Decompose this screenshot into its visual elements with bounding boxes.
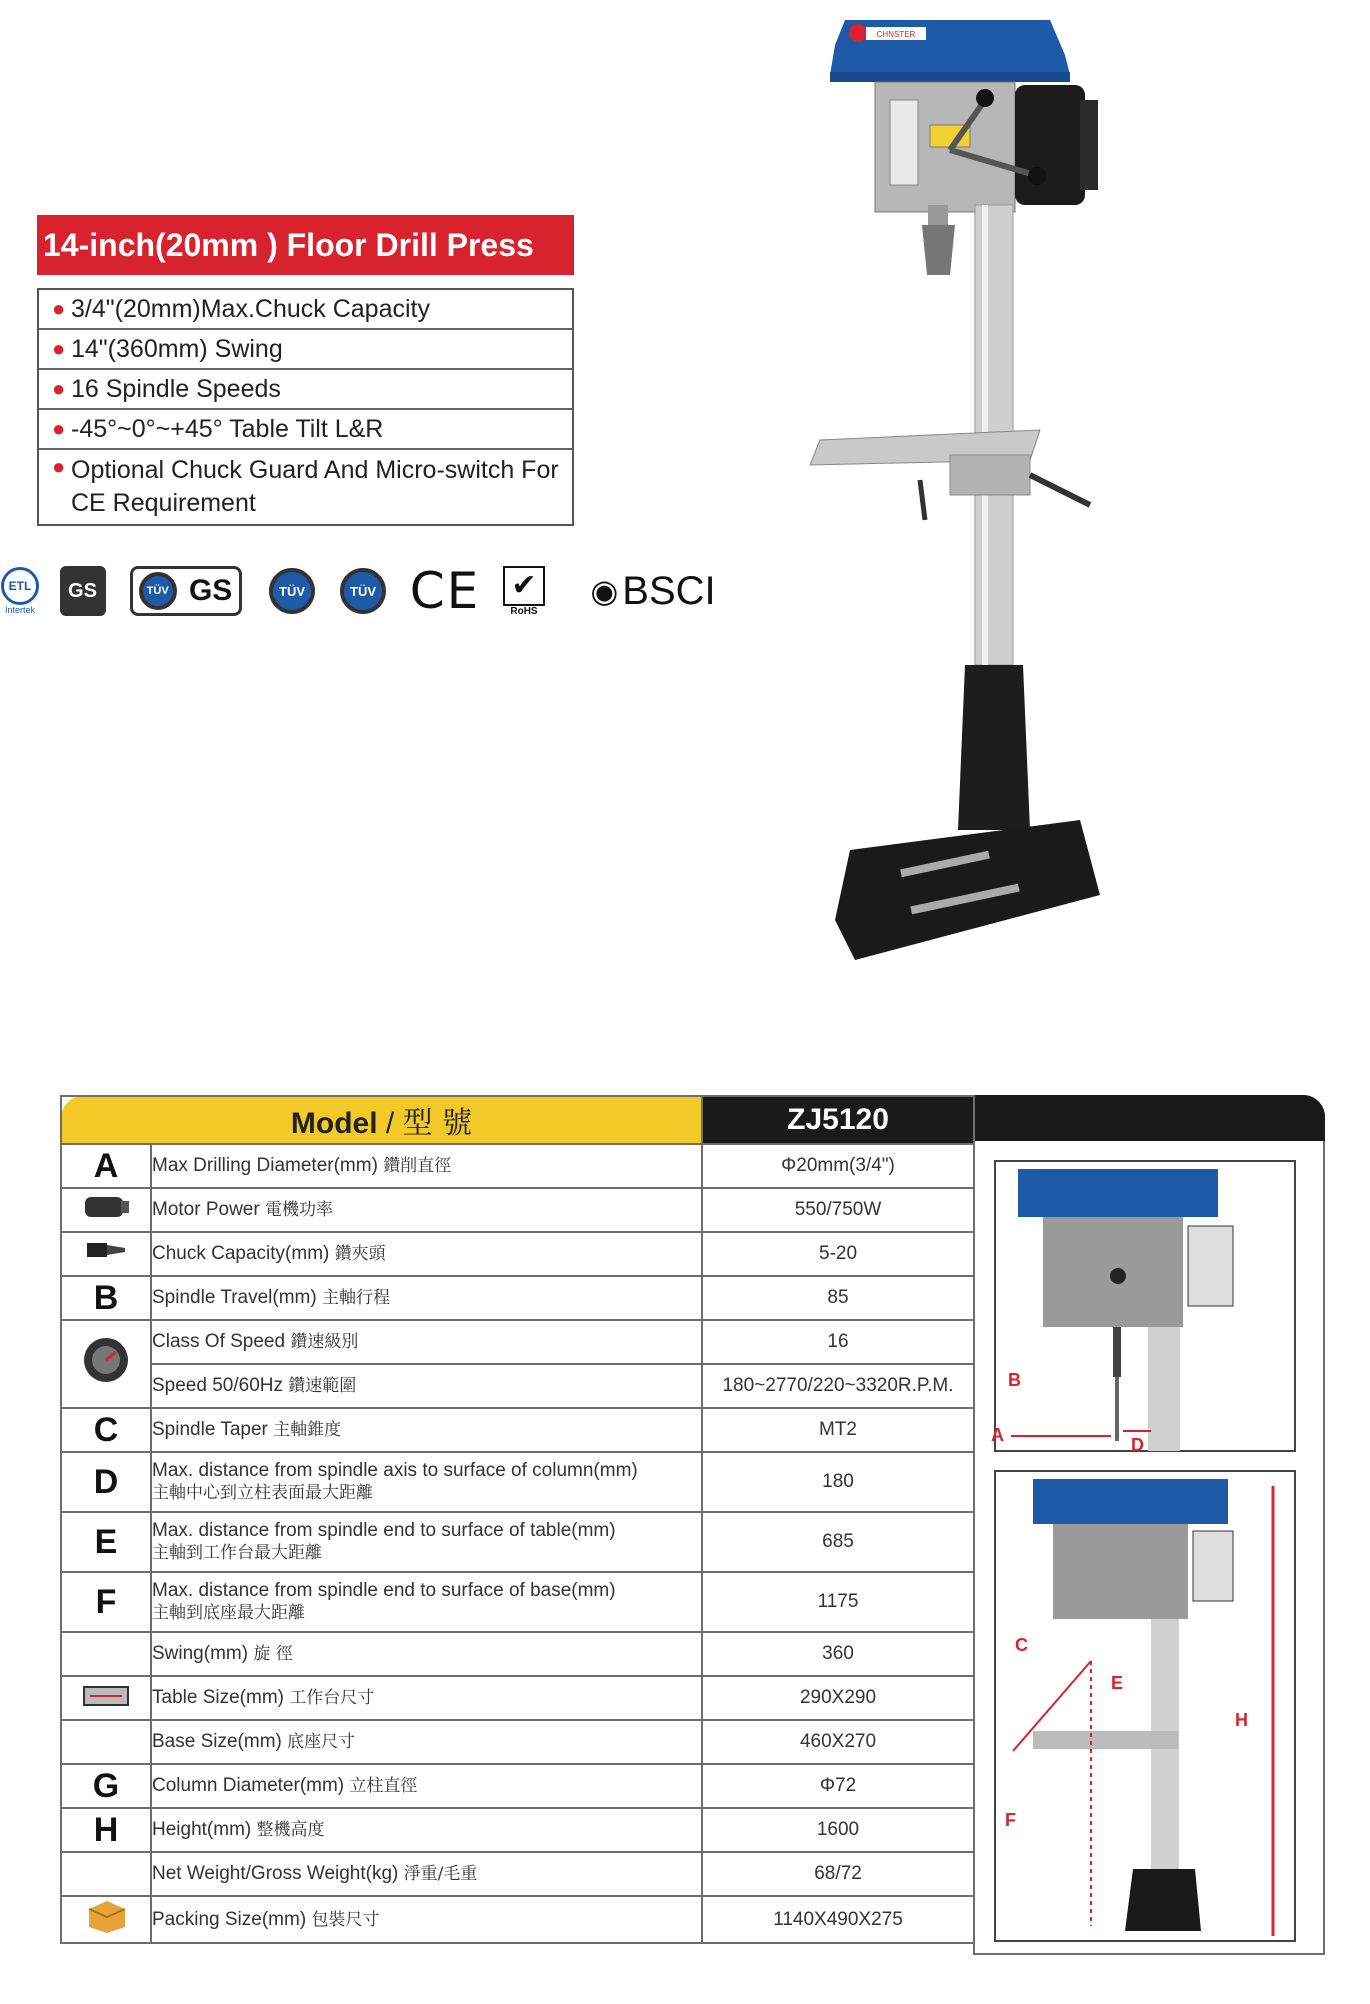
bsci-logo <box>578 560 728 622</box>
spec-row <box>61 1364 974 1408</box>
feature-item <box>39 370 572 410</box>
base <box>835 820 1100 960</box>
diagram-table <box>1033 1731 1178 1749</box>
spec-label-cn: 鑽速級別 <box>290 1332 359 1352</box>
spec-row <box>61 1512 974 1572</box>
spec-table-header <box>61 1096 974 1144</box>
motor-fan-cover <box>1080 100 1098 190</box>
gs-mark: GS <box>60 566 106 616</box>
model-header-en: Model <box>290 1107 378 1140</box>
spec-label-en: Packing Size(mm) <box>152 1908 307 1930</box>
spec-label <box>151 1276 702 1320</box>
bsci-text: BSCI <box>622 568 716 613</box>
feature-item <box>39 330 572 370</box>
spec-label-cn: 底座尺寸 <box>287 1732 356 1752</box>
spec-label-en: Spindle Travel(mm) <box>152 1287 317 1308</box>
spec-label-en: Chuck Capacity(mm) <box>152 1243 330 1264</box>
spec-label <box>151 1852 702 1896</box>
gs-mark-large: GS <box>188 574 233 607</box>
spec-label-cn: 鑽夾頭 <box>334 1244 386 1264</box>
diagram-base <box>1125 1869 1201 1931</box>
feature-list <box>37 288 574 526</box>
bullet-icon: ● <box>52 416 66 441</box>
table-icon <box>61 1676 151 1720</box>
spec-label-en: Spindle Taper <box>152 1419 268 1440</box>
feature-text: 16 Spindle Speeds <box>71 375 281 403</box>
rohs-logo <box>503 560 545 622</box>
spec-value: 360 <box>702 1632 974 1676</box>
spec-label-en: Class Of Speed <box>152 1331 286 1352</box>
etl-mark: ETL <box>1 567 39 605</box>
spec-row <box>61 1632 974 1676</box>
spec-row <box>61 1452 974 1512</box>
spec-label-en: Net Weight/Gross Weight(kg) <box>152 1863 399 1884</box>
etl-logo <box>0 560 40 622</box>
spec-label-cn: 電機功率 <box>264 1200 333 1220</box>
tuv-mark: TÜV <box>269 568 315 614</box>
row-key-letter: C <box>61 1408 151 1452</box>
spec-row <box>61 1896 974 1943</box>
table-crank-handle <box>1030 475 1090 505</box>
diagram-header <box>973 1095 1325 1141</box>
label-h: H <box>1235 1710 1248 1730</box>
spec-label-en: Base Size(mm) <box>152 1731 282 1752</box>
spec-label-cn: 工作台尺寸 <box>289 1688 375 1708</box>
gs-logo-small <box>55 560 110 622</box>
spec-row <box>61 1764 974 1808</box>
diagram-spindle-hub <box>1110 1268 1126 1284</box>
spec-label-cn: 整機高度 <box>256 1820 325 1840</box>
table-lock-handle <box>920 480 925 520</box>
spec-label-cn: 淨重/毛重 <box>403 1864 478 1884</box>
spec-label-cn: 鑽速範圍 <box>288 1376 357 1396</box>
spec-row <box>61 1188 974 1232</box>
handle-knob <box>1028 167 1046 185</box>
diagram-head-cover <box>1033 1479 1228 1524</box>
label-e: E <box>1111 1673 1124 1693</box>
spec-value: 685 <box>702 1512 974 1572</box>
specification-section <box>60 1095 1325 1955</box>
spec-value: 16 <box>702 1320 974 1364</box>
box-icon <box>61 1896 151 1943</box>
row-key-letter: G <box>61 1764 151 1808</box>
model-header-cn: 型 號 <box>402 1106 473 1141</box>
row-key-letter: B <box>61 1276 151 1320</box>
tuv-gs-logo <box>128 560 243 622</box>
spec-row <box>61 1676 974 1720</box>
spec-label-en: Max. distance from spindle axis to surface of column(mm) <box>152 1460 638 1481</box>
chuck <box>922 225 955 275</box>
feature-item <box>39 290 572 330</box>
feature-text: 14"(360mm) Swing <box>71 335 283 363</box>
handle-knob <box>976 89 994 107</box>
row-key-letter: E <box>61 1512 151 1572</box>
spec-value: 1175 <box>702 1572 974 1632</box>
bullet-icon: ● <box>52 454 66 479</box>
spec-value: Φ72 <box>702 1764 974 1808</box>
spec-table <box>60 1095 975 1944</box>
diagram-head-cover <box>1018 1169 1218 1217</box>
diagram-column <box>1148 1327 1180 1451</box>
rohs-text: RoHS <box>510 605 538 617</box>
spec-label-cn: 鑽削直徑 <box>383 1156 452 1176</box>
motor-icon <box>61 1188 151 1232</box>
spec-label <box>151 1512 702 1572</box>
row-key-letter: H <box>61 1808 151 1852</box>
spec-row <box>61 1320 974 1364</box>
spec-label <box>151 1676 702 1720</box>
motor <box>1015 85 1085 205</box>
spec-value: 180~2770/220~3320R.P.M. <box>702 1364 974 1408</box>
spec-label-en: Max. distance from spindle end to surface of table(mm) <box>152 1520 616 1541</box>
spec-label <box>151 1144 702 1188</box>
spec-value: MT2 <box>702 1408 974 1452</box>
spindle <box>928 205 948 225</box>
spec-label-cn: 包裝尺寸 <box>311 1909 380 1930</box>
spec-label-cn: 旋 徑 <box>253 1644 293 1664</box>
check-icon: ✔ <box>503 566 545 606</box>
speed-gauge-icon <box>61 1320 151 1408</box>
label-b: B <box>1008 1370 1021 1390</box>
spec-row <box>61 1144 974 1188</box>
spec-label-cn: 立柱直徑 <box>349 1776 418 1796</box>
spec-row <box>61 1720 974 1764</box>
row-key-letter: A <box>61 1144 151 1188</box>
spec-label <box>151 1632 702 1676</box>
diagram-spindle <box>1113 1327 1121 1377</box>
table-bracket <box>950 455 1030 495</box>
row-key-empty <box>61 1852 151 1896</box>
spec-value: 1600 <box>702 1808 974 1852</box>
spec-label <box>151 1572 702 1632</box>
tuv-mark: TÜV <box>139 572 177 610</box>
globe-hand-icon: ◉ <box>590 573 619 609</box>
diagram-motor <box>1193 1531 1233 1601</box>
spec-value: 290X290 <box>702 1676 974 1720</box>
spec-label-en: Table Size(mm) <box>152 1687 284 1708</box>
label-f: F <box>1005 1810 1016 1830</box>
spec-label <box>151 1808 702 1852</box>
spec-label <box>151 1896 702 1943</box>
spec-value: 68/72 <box>702 1852 974 1896</box>
spec-label-en: Swing(mm) <box>152 1643 249 1664</box>
bullet-icon: ● <box>52 296 66 321</box>
model-header: Model / 型 號 <box>61 1096 702 1144</box>
tuv-logo-1 <box>265 560 319 622</box>
feature-item <box>39 410 572 450</box>
spec-label <box>151 1188 702 1232</box>
spec-label-cn: 主軸中心到立柱表面最大距離 <box>152 1483 373 1503</box>
spec-label-en: Max Drilling Diameter(mm) <box>152 1155 378 1176</box>
certification-logos <box>0 560 740 624</box>
brand-logo-icon <box>849 24 867 42</box>
speed-chart-plate <box>890 100 918 185</box>
spec-value: 460X270 <box>702 1720 974 1764</box>
spec-value: 180 <box>702 1452 974 1512</box>
diagram-motor <box>1188 1226 1233 1306</box>
chuck-icon <box>61 1232 151 1276</box>
spec-row <box>61 1232 974 1276</box>
spec-label <box>151 1364 702 1408</box>
bullet-icon: ● <box>52 376 66 401</box>
dimension-diagrams <box>973 1141 1325 1955</box>
spec-row <box>61 1808 974 1852</box>
ce-logo: CE <box>409 562 481 620</box>
spec-label-en: Height(mm) <box>152 1819 252 1840</box>
tuv-mark: TÜV <box>340 568 386 614</box>
spec-row <box>61 1408 974 1452</box>
spec-row <box>61 1276 974 1320</box>
feature-text: 3/4"(20mm)Max.Chuck Capacity <box>71 295 430 323</box>
row-key-empty <box>61 1632 151 1676</box>
diagram-head-body <box>1053 1524 1188 1619</box>
spec-label <box>151 1764 702 1808</box>
spec-label-en: Column Diameter(mm) <box>152 1775 345 1796</box>
head-cover-rim <box>830 72 1070 82</box>
spec-label <box>151 1320 702 1364</box>
label-d: D <box>1131 1435 1144 1455</box>
spec-label <box>151 1720 702 1764</box>
feature-item <box>39 450 572 524</box>
feature-text: Optional Chuck Guard And Micro-switch For CE Requirement <box>71 456 559 517</box>
spec-row <box>61 1852 974 1896</box>
spec-label-en: Motor Power <box>152 1199 260 1220</box>
spec-value: 550/750W <box>702 1188 974 1232</box>
bullet-icon: ● <box>52 336 66 361</box>
spec-value: Φ20mm(3/4") <box>702 1144 974 1188</box>
spec-label-cn: 主軸錐度 <box>273 1420 342 1440</box>
feature-text: -45°~0°~+45° Table Tilt L&R <box>71 415 384 443</box>
spec-label-cn: 主軸到工作台最大距離 <box>152 1543 322 1563</box>
spec-label-cn: 主軸行程 <box>322 1288 390 1308</box>
brand-label: CHNSTER <box>876 30 916 39</box>
spec-row <box>61 1572 974 1632</box>
spec-label <box>151 1232 702 1276</box>
spec-label-cn: 主軸到底座最大距離 <box>152 1603 305 1623</box>
spec-label <box>151 1452 702 1512</box>
row-key-empty <box>61 1720 151 1764</box>
drill-press-illustration <box>780 0 1370 990</box>
row-key-letter: F <box>61 1572 151 1632</box>
label-c: C <box>1015 1635 1028 1655</box>
spec-label-en: Max. distance from spindle end to surface of base(mm) <box>152 1580 616 1601</box>
spec-value: 1140X490X275 <box>702 1896 974 1943</box>
tuv-logo-2 <box>336 560 390 622</box>
row-key-letter: D <box>61 1452 151 1512</box>
model-code-header: ZJ5120 <box>702 1096 974 1144</box>
label-a: A <box>991 1425 1004 1445</box>
product-title: 14-inch(20mm ) Floor Drill Press <box>37 215 574 275</box>
spec-label <box>151 1408 702 1452</box>
column-sleeve <box>958 665 1030 830</box>
intertek-text: Intertek <box>4 605 35 615</box>
spec-value: 85 <box>702 1276 974 1320</box>
spec-value: 5-20 <box>702 1232 974 1276</box>
spec-label-en: Speed 50/60Hz <box>152 1375 283 1396</box>
